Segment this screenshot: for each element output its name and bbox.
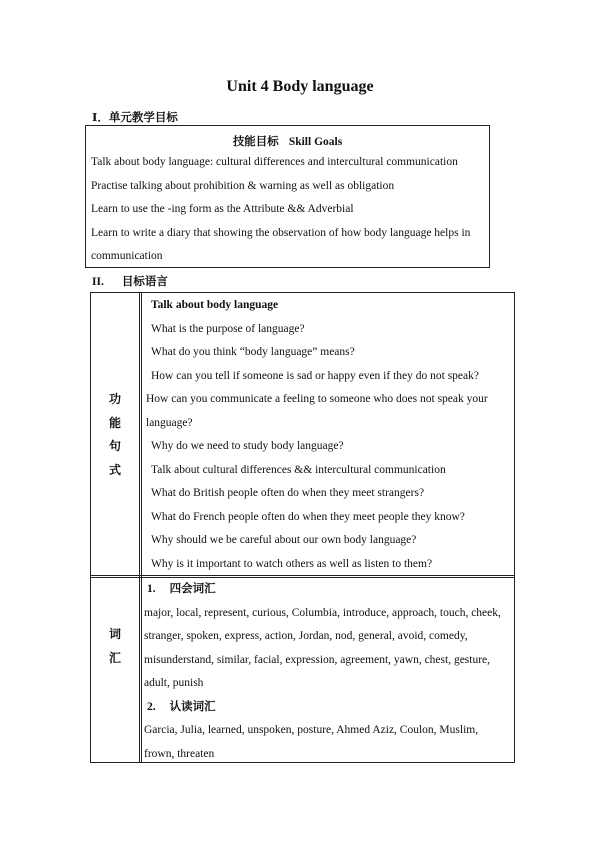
function-line: What is the purpose of language? — [151, 322, 305, 335]
recognize-label: 认读词汇 — [169, 700, 216, 713]
skill-goal-item: Learn to write a diary that showing the observation of how body language helps in communication — [91, 226, 471, 262]
recognize-words: Garcia, Julia, learned, unspoken, posture, Ahmed Aziz, Coulon, Muslim, frown, threaten — [144, 724, 479, 760]
functions-heading: Talk about body language — [151, 299, 279, 311]
document-title: Unit 4 Body language — [226, 78, 374, 95]
section-heading-target-language — [92, 273, 168, 289]
function-line: Why should we be careful about our own body language? — [151, 534, 417, 546]
section-number: II. — [92, 276, 104, 288]
row-label-char: 词 — [108, 627, 121, 641]
four-skill-number: 1. — [147, 583, 156, 595]
functions-cell — [146, 294, 510, 576]
column-divider — [141, 293, 142, 762]
row-label-char: 功 — [108, 392, 121, 406]
four-skill-label: 四会词汇 — [169, 583, 216, 595]
function-line: Why do we need to study body language? — [151, 440, 344, 452]
row-label-vocabulary — [91, 623, 139, 670]
function-line: What do you think “body language” means? — [151, 346, 355, 358]
section-label: 目标语言 — [121, 276, 168, 288]
skill-goals-header-cn: 技能目标 — [232, 136, 279, 148]
function-line: How can you communicate a feeling to someone who does not speak your language? — [146, 393, 488, 429]
skill-goals-header — [86, 133, 489, 151]
skill-goals-header-en: Skill Goals — [288, 136, 343, 148]
recognize-number: 2. — [147, 700, 156, 713]
four-skill-words: major, local, represent, curious, Columbia, introduce, approach, touch, cheek, stranger, spoken, express, action, Jordan, nod, general, avoid, comedy, misunderstand, similar, facial, expression, agreement, yawn, chest, gesture, adult, punish — [144, 606, 501, 689]
row-label-char: 式 — [108, 462, 121, 477]
skill-goal-item: Talk about body language: cultural differences and intercultural communication — [91, 156, 458, 168]
row-label-char: 能 — [108, 415, 121, 430]
skill-goals-box — [85, 125, 490, 268]
column-divider — [139, 293, 140, 762]
function-line: Why is it important to watch others as well as listen to them? — [151, 557, 433, 570]
skill-goal-item: Learn to use the -ing form as the Attribute && Adverbial — [91, 203, 354, 215]
row-label-char: 句 — [108, 439, 121, 453]
section-heading-teaching-goals: Ⅰ．单元教学目标 — [92, 112, 178, 124]
function-line: What do French people often do when they meet people they know? — [151, 510, 465, 523]
row-label-char: 汇 — [108, 650, 121, 665]
row-label-functions — [91, 388, 139, 482]
target-language-table — [90, 292, 515, 763]
function-line: How can you tell if someone is sad or happy even if they do not speak? — [151, 369, 479, 382]
vocabulary-cell — [144, 578, 510, 766]
four-skill-heading — [144, 578, 510, 602]
skill-goal-item: Practise talking about prohibition & warning as well as obligation — [91, 179, 395, 192]
function-line: What do British people often do when they meet strangers? — [151, 487, 425, 499]
function-line: Talk about cultural differences && intercultural communication — [151, 463, 446, 476]
recognize-heading — [144, 696, 510, 720]
